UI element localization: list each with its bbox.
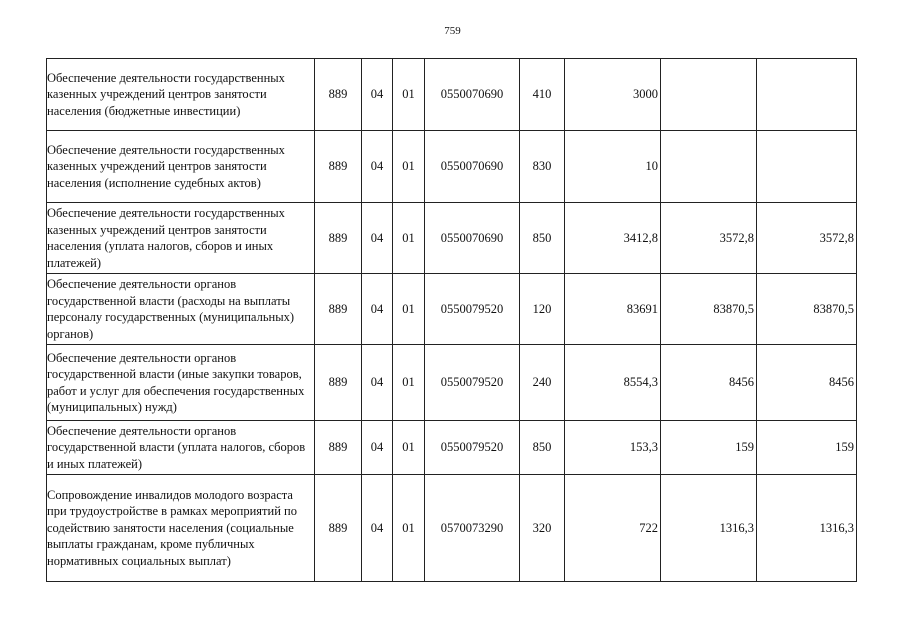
expense-type-code: 120 [520,274,565,345]
amount-year-2: 83870,5 [661,274,757,345]
section-code: 04 [362,203,393,274]
row-description: Обеспечение деятельности государственных казенных учреждений центров занятости населения (исполнение судебных актов) [47,131,315,203]
ministry-code: 889 [315,274,362,345]
amount-year-3: 1316,3 [757,475,857,582]
table-row [47,421,857,475]
ministry-code: 889 [315,345,362,421]
table-row [47,131,857,203]
subsection-code: 01 [393,59,425,131]
section-code: 04 [362,475,393,582]
subsection-code: 01 [393,274,425,345]
target-article-code: 0550079520 [425,421,520,475]
amount-year-3: 83870,5 [757,274,857,345]
budget-table [46,58,857,582]
amount-year-2: 159 [661,421,757,475]
amount-year-2: 3572,8 [661,203,757,274]
row-description: Обеспечение деятельности органов государственной власти (уплата налогов, сборов и иных платежей) [47,421,315,475]
subsection-code: 01 [393,203,425,274]
subsection-code: 01 [393,345,425,421]
amount-year-2: 1316,3 [661,475,757,582]
amount-year-1: 8554,3 [565,345,661,421]
table-row [47,274,857,345]
amount-year-1: 3412,8 [565,203,661,274]
table-row [47,345,857,421]
ministry-code: 889 [315,475,362,582]
row-description: Обеспечение деятельности органов государственной власти (расходы на выплаты персоналу государственных (муниципальных) органов) [47,274,315,345]
section-code: 04 [362,345,393,421]
table-row [47,203,857,274]
amount-year-2 [661,131,757,203]
target-article-code: 0550079520 [425,274,520,345]
amount-year-3 [757,131,857,203]
amount-year-1: 153,3 [565,421,661,475]
expense-type-code: 240 [520,345,565,421]
subsection-code: 01 [393,421,425,475]
section-code: 04 [362,274,393,345]
amount-year-1: 10 [565,131,661,203]
target-article-code: 0550070690 [425,59,520,131]
row-description: Обеспечение деятельности государственных казенных учреждений центров занятости населения (уплата налогов, сборов и иных платежей) [47,203,315,274]
expense-type-code: 850 [520,421,565,475]
ministry-code: 889 [315,59,362,131]
target-article-code: 0550079520 [425,345,520,421]
table-row [47,59,857,131]
target-article-code: 0550070690 [425,131,520,203]
row-description: Сопровождение инвалидов молодого возраста при трудоустройстве в рамках мероприятий по содействию занятости населения (социальные выплаты гражданам, кроме публичных нормативных социальных выплат) [47,475,315,582]
section-code: 04 [362,131,393,203]
ministry-code: 889 [315,421,362,475]
target-article-code: 0570073290 [425,475,520,582]
subsection-code: 01 [393,131,425,203]
amount-year-2: 8456 [661,345,757,421]
amount-year-3: 159 [757,421,857,475]
ministry-code: 889 [315,203,362,274]
expense-type-code: 830 [520,131,565,203]
amount-year-1: 83691 [565,274,661,345]
expense-type-code: 410 [520,59,565,131]
amount-year-3: 8456 [757,345,857,421]
row-description: Обеспечение деятельности государственных казенных учреждений центров занятости населения (бюджетные инвестиции) [47,59,315,131]
amount-year-1: 3000 [565,59,661,131]
amount-year-3 [757,59,857,131]
expense-type-code: 320 [520,475,565,582]
amount-year-2 [661,59,757,131]
ministry-code: 889 [315,131,362,203]
row-description: Обеспечение деятельности органов государственной власти (иные закупки товаров, работ и услуг для обеспечения государственных (муниципальных) нужд) [47,345,315,421]
target-article-code: 0550070690 [425,203,520,274]
page-number: 759 [444,25,461,37]
amount-year-1: 722 [565,475,661,582]
expense-type-code: 850 [520,203,565,274]
table-row [47,475,857,582]
amount-year-3: 3572,8 [757,203,857,274]
subsection-code: 01 [393,475,425,582]
section-code: 04 [362,421,393,475]
section-code: 04 [362,59,393,131]
